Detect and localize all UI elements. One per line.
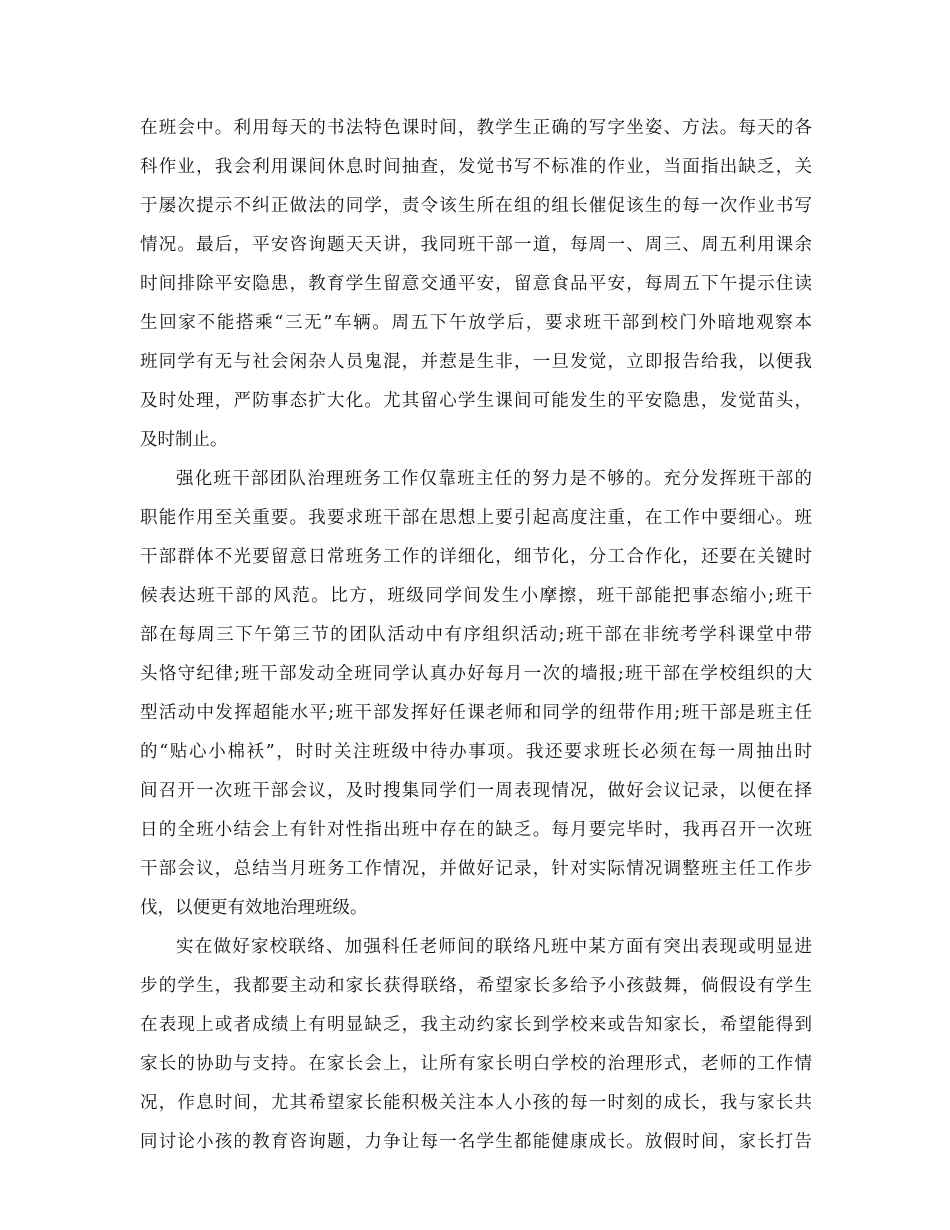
text-line: 日的全班小结会上有针对性指出班中存在的缺乏。每月要完毕时，我再召开一次班 [140, 820, 812, 840]
text-line: 在表现上或者成绩上有明显缺乏，我主动约家长到学校来或告知家长，希望能得到 [140, 1015, 812, 1035]
text-line: 部在每周三下午第三节的团队活动中有序组织活动;班干部在非统考学科课堂中带 [140, 625, 812, 645]
text-line: 班同学有无与社会闲杂人员鬼混，并惹是生非，一旦发觉，立即报告给我，以便我 [140, 352, 812, 372]
text-line: 于屡次提示不纠正做法的同学，责令该生所在组的组长催促该生的每一次作业书写 [140, 196, 812, 216]
text-line: 的“贴心小棉袄”，时时关注班级中待办事项。我还要求班长必须在每一周抽出时 [140, 742, 812, 762]
text-line: 干部会议，总结当月班务工作情况，并做好记录，针对实际情况调整班主任工作步 [140, 859, 812, 879]
text-line: 情况。最后，平安咨询题天天讲，我同班干部一道，每周一、周三、周五利用课余 [140, 235, 812, 255]
text-line: 家长的协助与支持。在家长会上，让所有家长明白学校的治理形式，老师的工作情 [140, 1054, 812, 1074]
text-line: 同讨论小孩的教育咨询题，力争让每一名学生都能健康成长。放假时间，家长打告 [140, 1132, 812, 1152]
text-line: 及时处理，严防事态扩大化。尤其留心学生课间可能发生的平安隐患，发觉苗头， [140, 391, 812, 411]
text-line: 干部群体不光要留意日常班务工作的详细化，细节化，分工合作化，还要在关键时 [140, 547, 812, 567]
text-line: 步的学生，我都要主动和家长获得联络，希望家长多给予小孩鼓舞，倘假设有学生 [140, 976, 812, 996]
text-line: 况，作息时间，尤其希望家长能积极关注本人小孩的每一时刻的成长，我与家长共 [140, 1093, 812, 1113]
text-line: 职能作用至关重要。我要求班干部在思想上要引起高度注重，在工作中要细心。班 [140, 508, 812, 528]
text-line: 及时制止。 [140, 430, 228, 450]
text-line: 伐，以便更有效地治理班级。 [140, 898, 368, 918]
text-line: 型活动中发挥超能水平;班干部发挥好任课老师和同学的纽带作用;班干部是班主任 [140, 703, 812, 723]
text-line: 强化班干部团队治理班务工作仅靠班主任的努力是不够的。充分发挥班干部的 [176, 469, 812, 489]
text-line: 实在做好家校联络、加强科任老师间的联络凡班中某方面有突出表现或明显进 [176, 937, 812, 957]
text-line: 科作业，我会利用课间休息时间抽查，发觉书写不标准的作业，当面指出缺乏，关 [140, 157, 812, 177]
text-line: 间召开一次班干部会议，及时搜集同学们一周表现情况，做好会议记录，以便在择 [140, 781, 812, 801]
text-line: 头恪守纪律;班干部发动全班同学认真办好每月一次的墙报;班干部在学校组织的大 [140, 664, 812, 684]
text-line: 生回家不能搭乘“三无”车辆。周五下午放学后，要求班干部到校门外暗地观察本 [140, 313, 812, 333]
text-line: 候表达班干部的风范。比方，班级同学间发生小摩擦，班干部能把事态缩小;班干 [140, 586, 812, 606]
text-line: 在班会中。利用每天的书法特色课时间，教学生正确的写字坐姿、方法。每天的各 [140, 118, 812, 138]
text-line: 时间排除平安隐患，教育学生留意交通平安，留意食品平安，每周五下午提示住读 [140, 274, 812, 294]
